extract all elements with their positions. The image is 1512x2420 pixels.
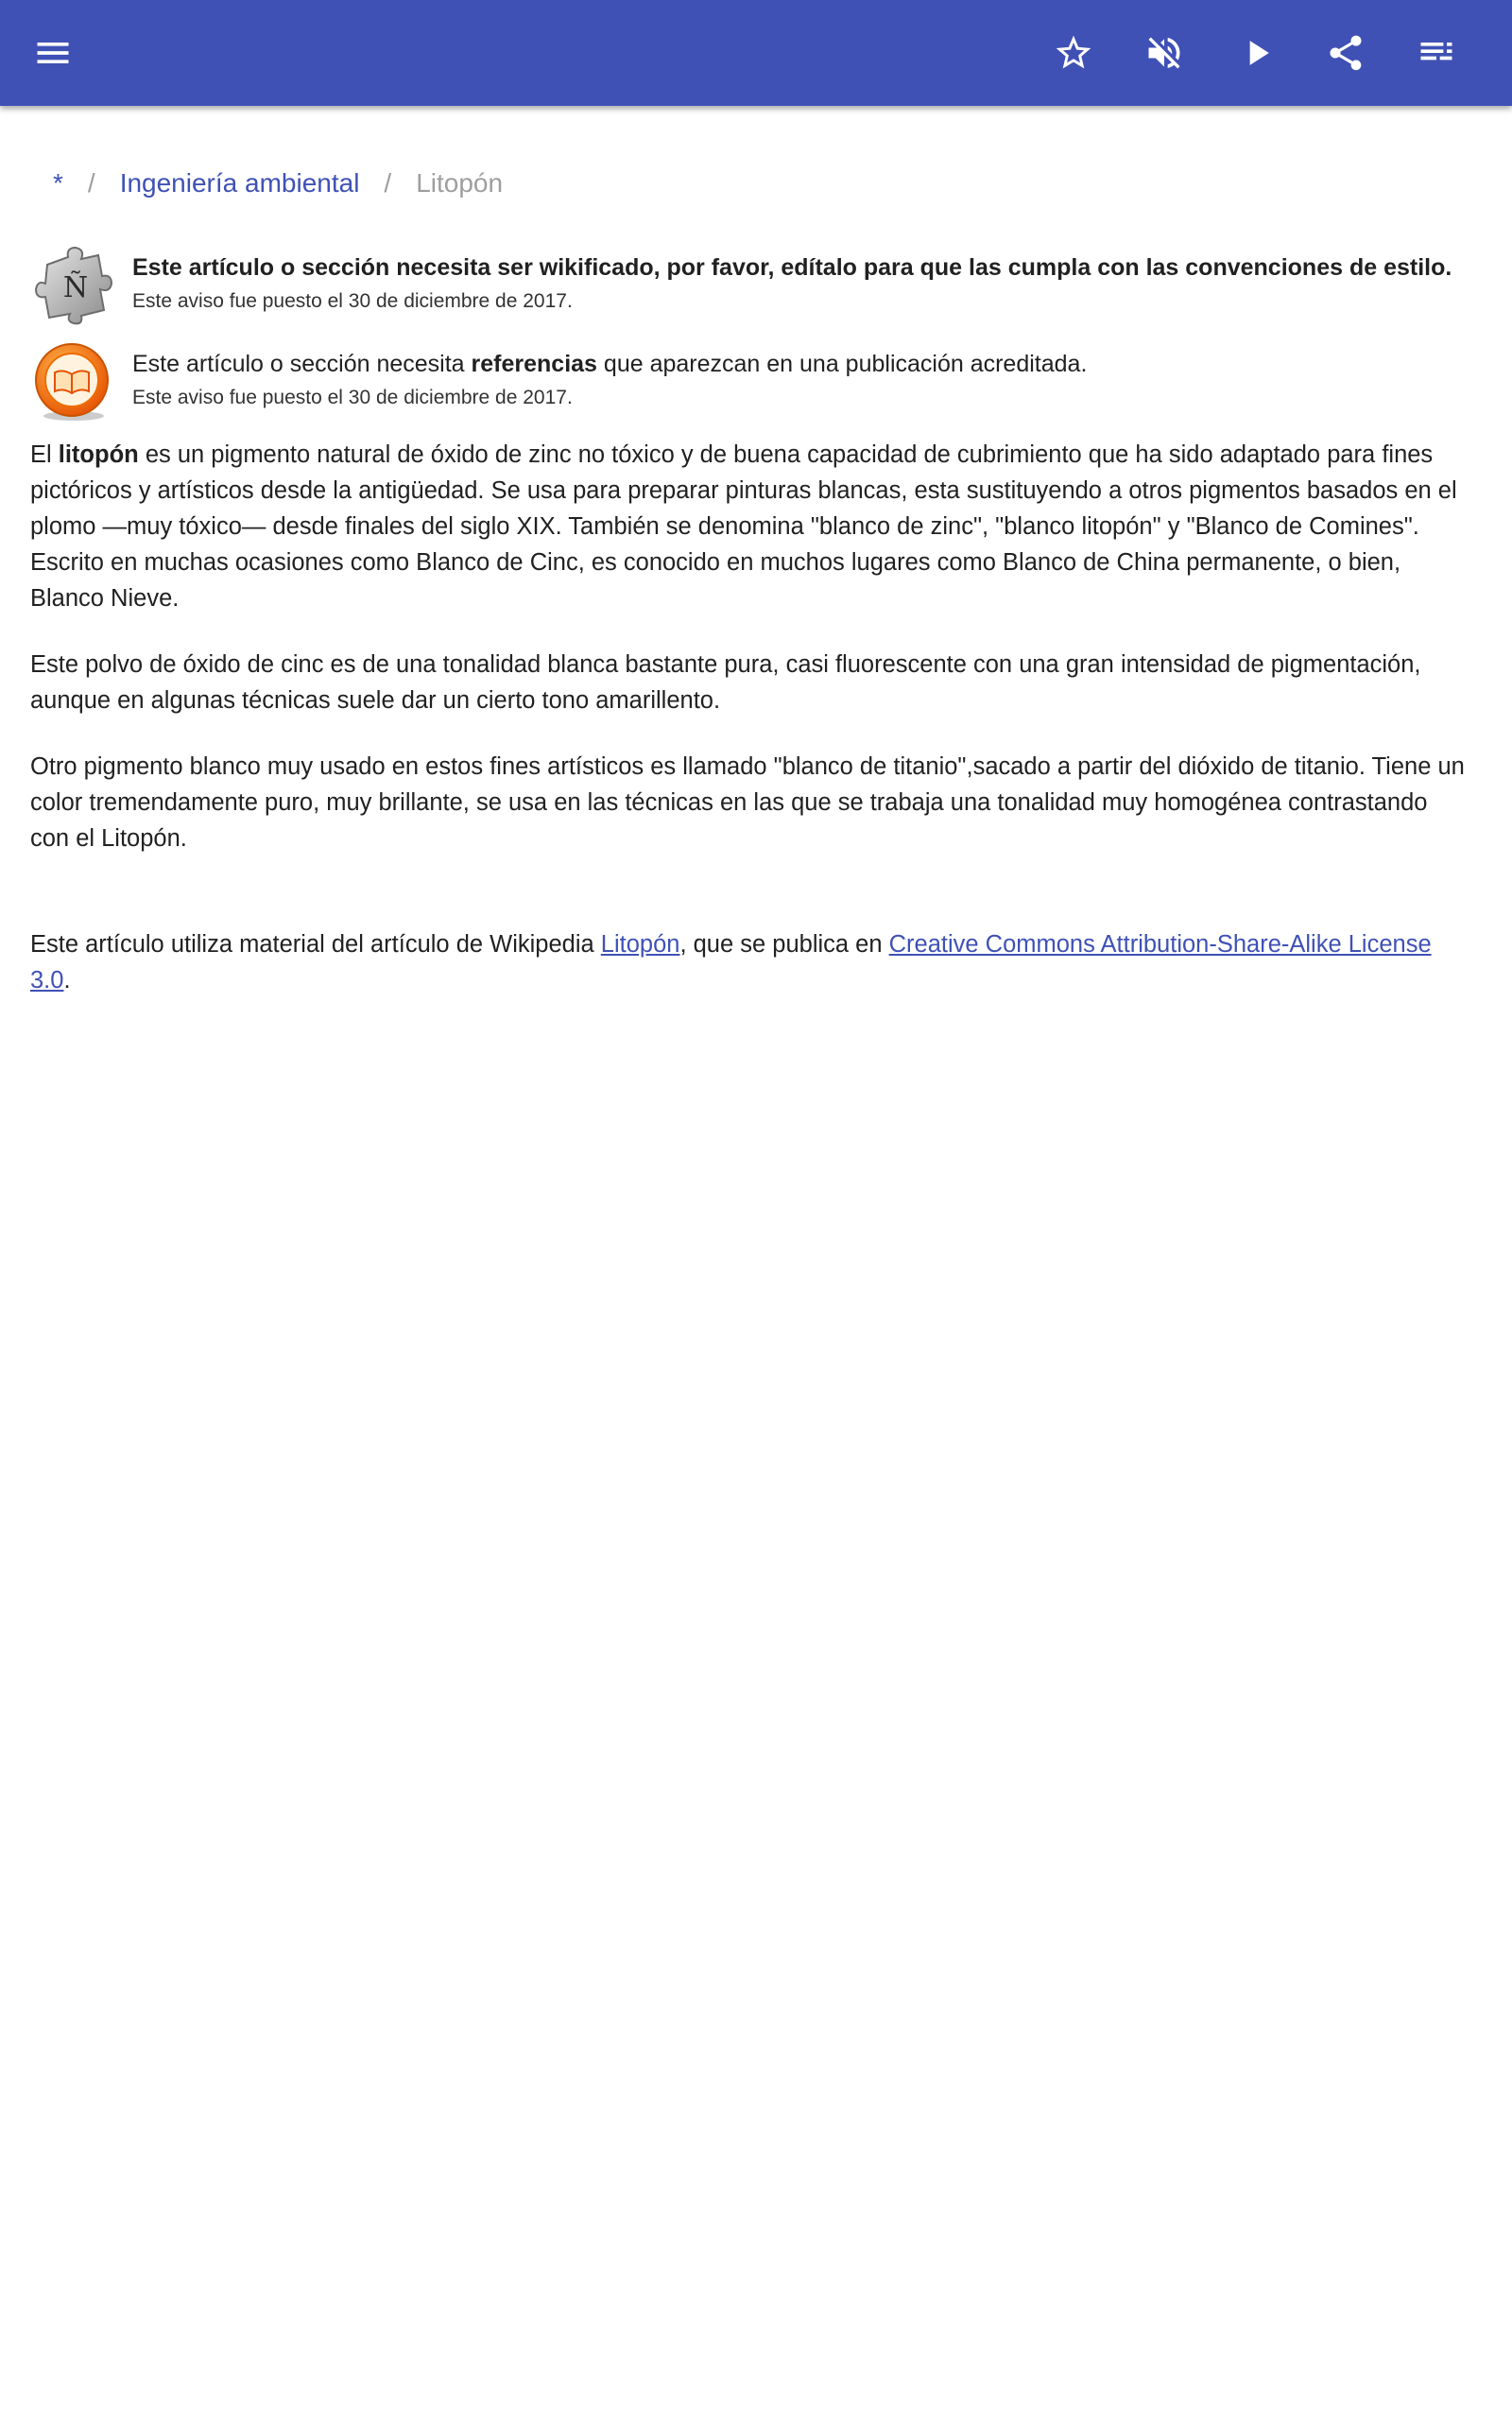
article-paragraph-1 xyxy=(30,437,1467,616)
volume-off-icon[interactable] xyxy=(1138,26,1191,79)
attribution-end: . xyxy=(63,967,71,994)
wikify-notice-date: Este aviso fue puesto el 30 de diciembre de 2017. xyxy=(132,290,573,312)
references-notice xyxy=(30,340,1486,425)
breadcrumb xyxy=(53,168,503,199)
references-notice-keyword: referencias xyxy=(471,351,597,377)
wikify-notice-text: Este artículo o sección necesita ser wikificado, por favor, edítalo para que las cumpla con las convenciones de estilo. xyxy=(132,254,1452,281)
svg-text:Ñ: Ñ xyxy=(62,271,89,304)
menu-icon[interactable] xyxy=(26,26,79,79)
references-notice-text-start: Este artículo o sección necesita xyxy=(132,351,472,377)
paragraph-1-rest: es un pigmento natural de óxido de zinc no tóxico y de buena capacidad de cubrimiento que ha sido adaptado para fines pictóricos y artísticos desde la antigüedad. Se usa para preparar pinturas blancas, esta sustituyendo a otros pigmentos basados en el plomo —muy tóxico— desde finales del siglo XIX. También se denomina "blanco de zinc", "blanco litopón" y "Blanco de Comines". Escrito en muchas ocasiones como Blanco de Cinc, es conocido en muchos lugares como Blanco de China permanente, o bien, Blanco Nieve. xyxy=(30,441,1457,612)
references-notice-text-end: que aparezcan en una publicación acreditada. xyxy=(596,351,1088,377)
article-paragraph-2: Este polvo de óxido de cinc es de una tonalidad blanca bastante pura, casi fluorescente con una gran intensidad de pigmentación, aunque en algunas técnicas suele dar un cierto tono amarillento. xyxy=(30,651,1421,714)
article-paragraph-3: Otro pigmento blanco muy usado en estos fines artísticos es llamado "blanco de titanio",sacado a partir del dióxido de titanio. Tiene un color tremendamente puro, muy brillante, se usa en las técnicas en las que se trabaja una tonalidad muy homogénea contrastando con el Litopón. xyxy=(30,753,1465,852)
breadcrumb-separator: / xyxy=(384,168,392,198)
attribution-start: Este artículo utiliza material del artículo de Wikipedia xyxy=(30,931,601,958)
playlist-icon[interactable] xyxy=(1410,26,1463,79)
wikify-puzzle-icon xyxy=(30,244,113,327)
breadcrumb-parent[interactable]: Ingeniería ambiental xyxy=(119,168,360,198)
references-book-icon xyxy=(30,340,113,424)
wikipedia-article-link[interactable]: Litopón xyxy=(600,931,680,958)
share-icon[interactable] xyxy=(1319,26,1372,79)
star-outline-icon[interactable] xyxy=(1047,26,1100,79)
article-content xyxy=(30,437,1467,1028)
app-bar xyxy=(0,0,1512,106)
paragraph-1-start: El xyxy=(30,441,59,468)
breadcrumb-separator: / xyxy=(87,168,95,198)
references-notice-date: Este aviso fue puesto el 30 de diciembre de 2017. xyxy=(132,387,573,408)
breadcrumb-current: Litopón xyxy=(416,168,504,198)
article-term: litopón xyxy=(58,441,139,468)
wikify-notice xyxy=(30,244,1486,329)
attribution-text xyxy=(30,926,1467,998)
attribution-middle: , que se publica en xyxy=(679,931,889,958)
license-link[interactable]: Creative Commons Attribution-Share-Alike License 3.0 xyxy=(30,931,1432,994)
play-icon[interactable] xyxy=(1230,26,1283,79)
breadcrumb-home[interactable]: * xyxy=(53,168,63,198)
references-notice-text xyxy=(132,348,1474,380)
